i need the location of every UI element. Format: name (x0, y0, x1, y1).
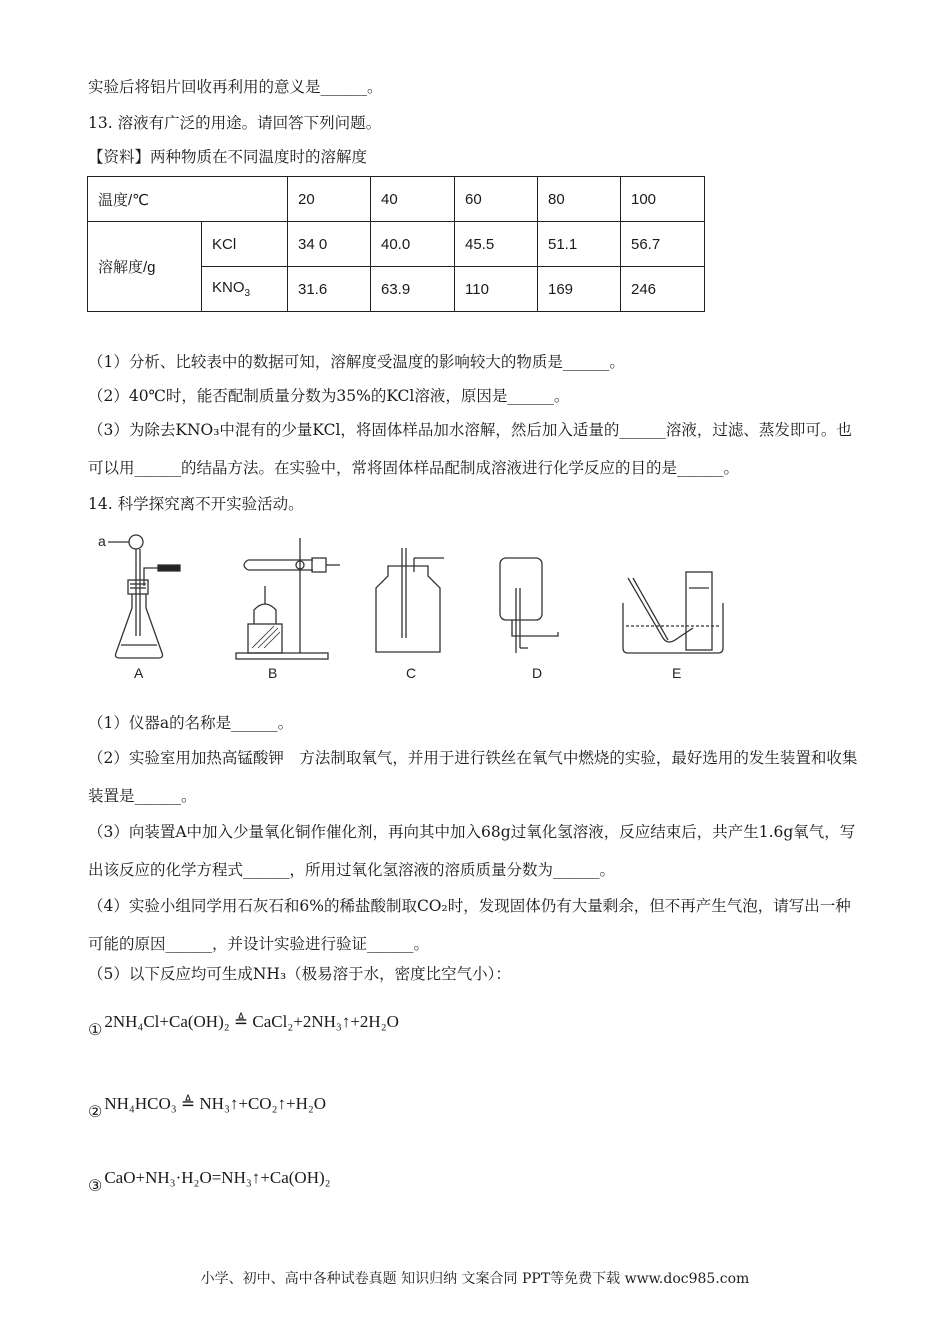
apparatus-label: E (672, 665, 682, 681)
kcl-cell: 51.1 (538, 222, 621, 267)
equation-number: ① (88, 1022, 103, 1039)
apparatus-b (236, 538, 340, 659)
intro-line: 实验后将铝片回收再利用的意义是______。 (88, 78, 383, 96)
q13-p3: （3）为除去KNO₃中混有的少量KCl，将固体样品加水溶解，然后加入适量的______溶液，过滤、蒸发即可。也可以用______的结晶方法。在实验中，常将固体样品配制成溶液进行化学反应的目的是______。 (88, 421, 852, 477)
apparatus-e (623, 572, 723, 653)
equation-3 (88, 1168, 331, 1195)
q14-p5: （5）以下反应均可生成NH₃（极易溶于水，密度比空气小）： (88, 965, 511, 983)
kno3-cell: 246 (621, 267, 705, 312)
equation-text: 2NH₄Cl+Ca(OH)₂ ≜ CaCl₂+2NH₃↑+2H₂O (104, 1012, 399, 1031)
kno3-cell: 110 (455, 267, 538, 312)
kno3-cell: 63.9 (371, 267, 455, 312)
apparatus-d (500, 558, 558, 653)
kno3-cell: 169 (538, 267, 621, 312)
equation-text: NH₄HCO₃ ≜ NH₃↑+CO₂↑+H₂O (104, 1094, 327, 1113)
kcl-cell: 56.7 (621, 222, 705, 267)
temp-cell: 100 (621, 177, 705, 222)
q14-p3: （3）向装置A中加入少量氧化铜作催化剂，再向其中加入68g过氧化氢溶液，反应结束后，共产生1.6g氧气，写出该反应的化学方程式______，所用过氧化氢溶液的溶质质量分数为______。 (88, 823, 856, 879)
temp-cell: 60 (455, 177, 538, 222)
apparatus-label: D (532, 665, 543, 681)
apparatus-label: B (268, 665, 278, 681)
apparatus-c (376, 548, 444, 652)
kcl-cell: 45.5 (455, 222, 538, 267)
apparatus-label: A (134, 665, 144, 681)
temp-cell: 20 (288, 177, 371, 222)
table-row (88, 222, 705, 267)
equation-number: ② (88, 1104, 103, 1121)
temp-cell: 40 (371, 177, 455, 222)
kcl-cell: 34 0 (288, 222, 371, 267)
equation-1 (88, 1012, 399, 1039)
kcl-cell: 40.0 (371, 222, 455, 267)
equation-text: CaO+NH₃·H₂O=NH₃↑+Ca(OH)₂ (104, 1168, 331, 1187)
solubility-label: 溶解度/g (88, 222, 202, 312)
q13-p2: （2）40℃时，能否配制质量分数为35%的KCl溶液，原因是______。 (88, 387, 570, 405)
temp-header: 温度/℃ (88, 177, 288, 222)
kno3-cell: 31.6 (288, 267, 371, 312)
temp-cell: 80 (538, 177, 621, 222)
q14-title: 14. 科学探究离不开实验活动。 (88, 495, 304, 513)
equation-number: ③ (88, 1178, 103, 1195)
apparatus-figure (88, 528, 728, 683)
q13-title: 13. 溶液有广泛的用途。请回答下列问题。 (88, 114, 382, 132)
kno3-label: $KNO_3$ (202, 267, 288, 312)
q13-p1: （1）分析、比较表中的数据可知，溶解度受温度的影响较大的物质是______。 (88, 353, 625, 371)
equation-2 (88, 1094, 327, 1121)
q14-p2: （2）实验室用加热高锰酸钾 方法制取氧气，并用于进行铁丝在氧气中燃烧的实验，最好选用的发生装置和收集装置是______。 (88, 749, 858, 805)
solubility-table (87, 176, 705, 312)
kcl-label: KCl (202, 222, 288, 267)
apparatus-a (108, 535, 180, 658)
q14-p4: （4）实验小组同学用石灰石和6%的稀盐酸制取CO₂时，发现固体仍有大量剩余，但不再产生气泡，请写出一种可能的原因______，并设计实验进行验证______。 (88, 897, 851, 953)
q13-resource: 【资料】两种物质在不同温度时的溶解度 (88, 148, 368, 166)
label-a: a (98, 533, 106, 549)
q14-p1: （1）仪器a的名称是______。 (88, 714, 294, 732)
table-row (88, 177, 705, 222)
apparatus-label: C (406, 665, 417, 681)
page-footer: 小学、初中、高中各种试卷真题 知识归纳 文案合同 PPT等免费下载 www.doc985.com (200, 1271, 750, 1287)
